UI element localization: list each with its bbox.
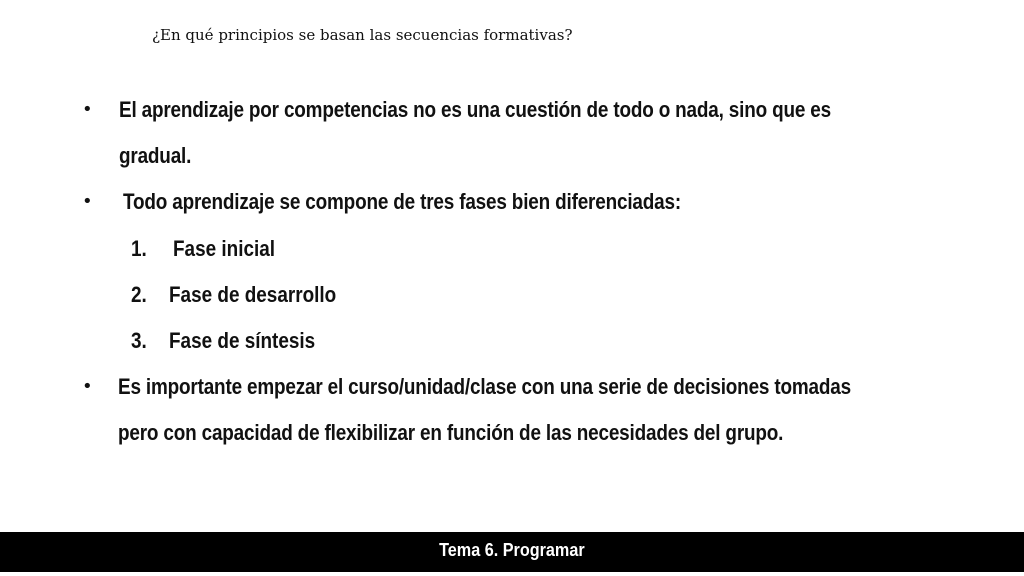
bullet-3-line-2: pero con capacidad de flexibilizar en función de las necesidades del grupo. — [118, 420, 784, 445]
list-item-label: Fase inicial — [173, 236, 276, 261]
bullet-icon: • — [82, 376, 93, 397]
list-item-number: 2. — [131, 282, 147, 307]
list-item-number: 1. — [131, 236, 147, 261]
list-item-label: Fase de desarrollo — [169, 282, 337, 307]
bullet-2-line-1: Todo aprendizaje se compone de tres fases bien diferenciadas: — [123, 189, 681, 214]
bullet-1-line-2: gradual. — [119, 143, 192, 168]
footer-label: Tema 6. Programar — [439, 540, 585, 560]
bullet-1-line-1: El aprendizaje por competencias no es una cuestión de todo o nada, sino que es — [119, 97, 832, 122]
list-item-label: Fase de síntesis — [169, 328, 316, 353]
slide-title: ¿En qué principios se basan las secuencias formativas? — [152, 26, 573, 44]
bullet-3-line-1: Es importante empezar el curso/unidad/clase con una serie de decisiones tomadas — [118, 374, 851, 399]
bullet-icon: • — [82, 191, 93, 212]
footer-bar — [0, 532, 1024, 572]
list-item-number: 3. — [131, 328, 147, 353]
bullet-icon: • — [82, 99, 93, 120]
